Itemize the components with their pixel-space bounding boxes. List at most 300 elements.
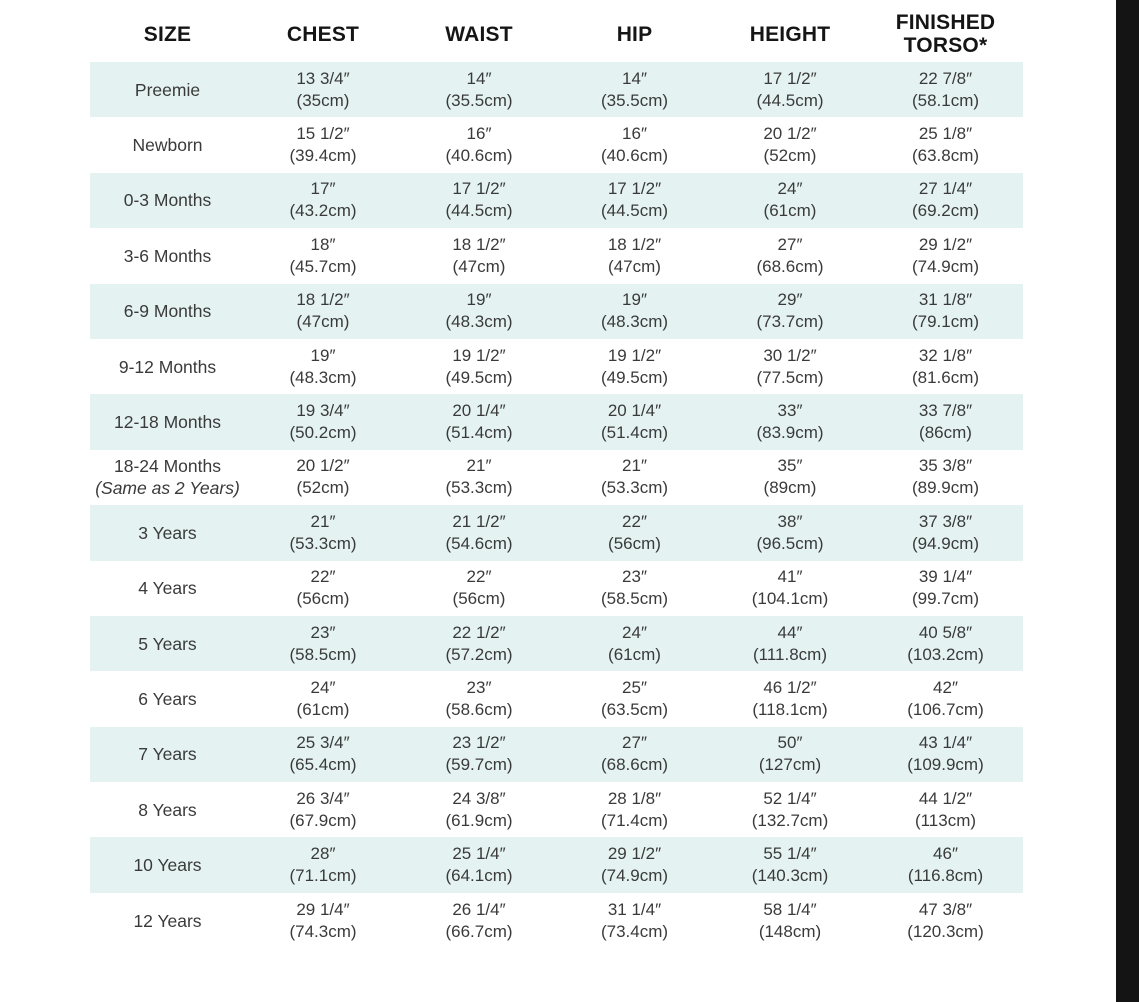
measurement-cell xyxy=(868,62,1023,117)
measurement-inches: 24″ xyxy=(622,622,647,642)
measurement-inches: 22″ xyxy=(622,511,647,531)
measurement-cm: (58.1cm) xyxy=(911,90,980,110)
measurement-cm: (140.3cm) xyxy=(751,866,829,886)
measurement-inches: 44″ xyxy=(777,622,803,642)
size-label: 3 Years xyxy=(138,522,197,543)
header-row xyxy=(90,6,1023,62)
measurement-cm: (61cm) xyxy=(608,644,661,664)
measurement-cell xyxy=(401,893,557,948)
size-label: 8 Years xyxy=(138,799,197,820)
size-label: Newborn xyxy=(132,135,203,156)
measurement-cm: (116.8cm) xyxy=(907,866,984,886)
measurement-cell xyxy=(557,671,712,726)
size-cell xyxy=(90,450,245,505)
measurement-cm: (57.2cm) xyxy=(445,644,513,664)
measurement-cell xyxy=(712,782,868,837)
measurement-cm: (65.4cm) xyxy=(289,755,357,775)
measurement-cell xyxy=(401,339,557,394)
measurement-cm: (50.2cm) xyxy=(289,423,357,443)
measurement-inches: 25 1/4″ xyxy=(452,844,506,864)
measurement-cell xyxy=(868,561,1023,616)
measurement-cell xyxy=(557,893,712,948)
measurement-inches: 29 1/4″ xyxy=(296,899,350,919)
size-label: 10 Years xyxy=(133,855,202,876)
measurement-cm: (120.3cm) xyxy=(907,921,984,941)
table-row xyxy=(90,62,1023,117)
measurement-cell xyxy=(557,228,712,283)
measurement-cell xyxy=(557,394,712,449)
measurement-cell xyxy=(401,671,557,726)
measurement-inches: 20 1/4″ xyxy=(452,401,506,421)
measurement-inches: 33″ xyxy=(777,401,803,421)
measurement-inches: 20 1/4″ xyxy=(607,401,662,421)
table-body xyxy=(90,62,1023,948)
table-row xyxy=(90,173,1023,228)
measurement-cell xyxy=(401,450,557,505)
measurement-cm: (74.9cm) xyxy=(911,256,980,276)
measurement-cm: (49.5cm) xyxy=(600,367,669,387)
measurement-cell xyxy=(712,339,868,394)
measurement-cell xyxy=(245,173,401,228)
measurement-cell xyxy=(868,450,1023,505)
measurement-cm: (44.5cm) xyxy=(756,90,824,110)
measurement-cm: (61cm) xyxy=(763,201,817,221)
measurement-inches: 14″ xyxy=(466,68,492,88)
measurement-cell xyxy=(557,284,712,339)
measurement-cell xyxy=(868,228,1023,283)
measurement-inches: 30 1/2″ xyxy=(763,345,817,365)
table-row xyxy=(90,505,1023,560)
size-cell xyxy=(90,671,245,726)
size-label: 0-3 Months xyxy=(123,190,212,211)
measurement-cm: (53.3cm) xyxy=(289,533,357,553)
measurement-inches: 41″ xyxy=(777,567,803,587)
table-row xyxy=(90,284,1023,339)
measurement-cm: (68.6cm) xyxy=(756,256,824,276)
size-cell xyxy=(90,394,245,449)
measurement-inches: 24″ xyxy=(777,179,803,199)
measurement-cell xyxy=(245,727,401,782)
measurement-cm: (48.3cm) xyxy=(600,312,669,332)
measurement-cell xyxy=(712,450,868,505)
measurement-inches: 18 1/2″ xyxy=(452,234,506,254)
size-cell xyxy=(90,837,245,892)
measurement-cm: (99.7cm) xyxy=(911,589,980,609)
measurement-inches: 19″ xyxy=(310,345,336,365)
measurement-inches: 14″ xyxy=(622,68,647,88)
measurement-cm: (53.3cm) xyxy=(600,478,669,498)
header-height: HEIGHT xyxy=(749,22,831,46)
measurement-inches: 35 3/8″ xyxy=(918,456,973,476)
measurement-inches: 19 3/4″ xyxy=(296,401,350,421)
measurement-cell xyxy=(712,228,868,283)
table-row xyxy=(90,228,1023,283)
measurement-inches: 18″ xyxy=(310,234,336,254)
size-chart-table xyxy=(90,6,1023,948)
measurement-inches: 28 1/8″ xyxy=(607,788,662,808)
header-finished-torso: FINISHED TORSO* xyxy=(895,11,996,57)
window-edge-bar xyxy=(1116,0,1139,1002)
table-row xyxy=(90,671,1023,726)
measurement-cell xyxy=(557,782,712,837)
measurement-cell xyxy=(401,173,557,228)
measurement-inches: 28″ xyxy=(310,844,336,864)
measurement-cm: (56cm) xyxy=(296,589,350,609)
measurement-inches: 40 5/8″ xyxy=(918,622,973,642)
measurement-inches: 37 3/8″ xyxy=(918,511,973,531)
measurement-cell xyxy=(868,394,1023,449)
measurement-cm: (73.7cm) xyxy=(756,312,824,332)
measurement-cell xyxy=(868,727,1023,782)
measurement-cm: (53.3cm) xyxy=(445,478,513,498)
measurement-cm: (68.6cm) xyxy=(600,755,669,775)
size-cell xyxy=(90,893,245,948)
table-row xyxy=(90,727,1023,782)
header-waist: WAIST xyxy=(445,22,513,46)
measurement-cm: (132.7cm) xyxy=(751,810,829,830)
measurement-cell xyxy=(712,616,868,671)
table-row xyxy=(90,782,1023,837)
table-header xyxy=(90,6,1023,62)
measurement-cm: (74.9cm) xyxy=(600,866,669,886)
measurement-cm: (96.5cm) xyxy=(756,533,824,553)
measurement-cell xyxy=(401,727,557,782)
measurement-cm: (94.9cm) xyxy=(911,533,980,553)
measurement-cm: (39.4cm) xyxy=(289,146,357,166)
measurement-cm: (61.9cm) xyxy=(445,810,513,830)
measurement-inches: 20 1/2″ xyxy=(296,456,350,476)
measurement-cell xyxy=(401,284,557,339)
measurement-inches: 21 1/2″ xyxy=(452,511,506,531)
measurement-cm: (63.5cm) xyxy=(600,699,669,719)
measurement-cell xyxy=(245,339,401,394)
measurement-cell xyxy=(712,893,868,948)
measurement-inches: 27″ xyxy=(622,733,647,753)
measurement-cm: (45.7cm) xyxy=(289,256,357,276)
measurement-cm: (47cm) xyxy=(296,312,350,332)
measurement-cell xyxy=(401,62,557,117)
measurement-cell xyxy=(557,727,712,782)
measurement-cell xyxy=(868,893,1023,948)
size-label: 5 Years xyxy=(138,633,197,654)
measurement-inches: 50″ xyxy=(777,733,803,753)
size-cell xyxy=(90,782,245,837)
measurement-inches: 22″ xyxy=(310,567,336,587)
measurement-cell xyxy=(401,561,557,616)
measurement-cm: (58.5cm) xyxy=(600,589,669,609)
measurement-cm: (103.2cm) xyxy=(907,644,984,664)
measurement-inches: 23 1/2″ xyxy=(452,733,506,753)
measurement-cm: (118.1cm) xyxy=(752,699,828,719)
measurement-inches: 46″ xyxy=(933,844,958,864)
table-row xyxy=(90,893,1023,948)
measurement-inches: 19 1/2″ xyxy=(452,345,506,365)
measurement-inches: 17 1/2″ xyxy=(607,179,662,199)
measurement-cm: (111.8cm) xyxy=(752,644,827,664)
measurement-cell xyxy=(868,616,1023,671)
size-label: Preemie xyxy=(134,79,201,100)
size-cell xyxy=(90,117,245,172)
measurement-cm: (52cm) xyxy=(296,478,350,498)
measurement-inches: 29 1/2″ xyxy=(607,844,662,864)
measurement-inches: 27″ xyxy=(777,234,803,254)
measurement-cell xyxy=(557,505,712,560)
measurement-inches: 26 1/4″ xyxy=(452,899,506,919)
measurement-cell xyxy=(245,284,401,339)
measurement-inches: 52 1/4″ xyxy=(763,788,817,808)
measurement-inches: 16″ xyxy=(622,124,647,144)
measurement-cm: (127cm) xyxy=(758,755,822,775)
measurement-cm: (59.7cm) xyxy=(445,755,513,775)
measurement-cm: (81.6cm) xyxy=(911,367,980,387)
measurement-cm: (66.7cm) xyxy=(445,921,513,941)
measurement-cm: (109.9cm) xyxy=(907,755,984,775)
measurement-cm: (64.1cm) xyxy=(445,866,513,886)
measurement-cm: (67.9cm) xyxy=(289,810,357,830)
measurement-cm: (61cm) xyxy=(296,699,350,719)
measurement-cm: (56cm) xyxy=(452,589,506,609)
measurement-cell xyxy=(557,561,712,616)
measurement-cell xyxy=(245,782,401,837)
measurement-cm: (148cm) xyxy=(758,921,822,941)
measurement-cm: (51.4cm) xyxy=(445,423,513,443)
measurement-inches: 31 1/8″ xyxy=(918,290,973,310)
size-cell xyxy=(90,62,245,117)
measurement-cm: (74.3cm) xyxy=(289,921,357,941)
measurement-cm: (73.4cm) xyxy=(600,921,669,941)
size-cell xyxy=(90,561,245,616)
measurement-cell xyxy=(401,394,557,449)
measurement-cm: (71.1cm) xyxy=(289,866,357,886)
measurement-cm: (58.5cm) xyxy=(289,644,357,664)
size-label: 7 Years xyxy=(138,744,197,765)
size-label: 3-6 Months xyxy=(123,245,212,266)
measurement-cell xyxy=(401,505,557,560)
header-hip: HIP xyxy=(616,22,653,46)
measurement-cm: (44.5cm) xyxy=(600,201,669,221)
measurement-cell xyxy=(868,117,1023,172)
measurement-cm: (40.6cm) xyxy=(600,146,669,166)
measurement-inches: 25″ xyxy=(622,677,647,697)
measurement-inches: 29″ xyxy=(777,290,803,310)
measurement-cell xyxy=(712,62,868,117)
measurement-cell xyxy=(245,616,401,671)
measurement-cell xyxy=(557,62,712,117)
measurement-inches: 44 1/2″ xyxy=(918,788,973,808)
measurement-inches: 20 1/2″ xyxy=(763,124,817,144)
measurement-inches: 38″ xyxy=(777,511,803,531)
measurement-inches: 32 1/8″ xyxy=(918,345,973,365)
header-size: SIZE xyxy=(143,22,192,46)
measurement-cm: (49.5cm) xyxy=(445,367,513,387)
measurement-cm: (54.6cm) xyxy=(445,533,513,553)
measurement-cm: (89.9cm) xyxy=(911,478,980,498)
size-cell xyxy=(90,727,245,782)
measurement-cm: (51.4cm) xyxy=(600,423,669,443)
measurement-inches: 25 3/4″ xyxy=(296,733,350,753)
measurement-cell xyxy=(245,837,401,892)
size-label: 4 Years xyxy=(138,578,197,599)
measurement-cell xyxy=(401,117,557,172)
measurement-cell xyxy=(401,837,557,892)
measurement-cm: (48.3cm) xyxy=(289,367,357,387)
measurement-inches: 58 1/4″ xyxy=(763,899,817,919)
measurement-cell xyxy=(245,561,401,616)
measurement-inches: 27 1/4″ xyxy=(918,179,973,199)
table-row xyxy=(90,450,1023,505)
measurement-cell xyxy=(557,173,712,228)
table-row xyxy=(90,394,1023,449)
measurement-cm: (79.1cm) xyxy=(911,312,980,332)
measurement-cell xyxy=(557,339,712,394)
measurement-cell xyxy=(401,782,557,837)
measurement-inches: 42″ xyxy=(933,677,958,697)
measurement-inches: 35″ xyxy=(777,456,803,476)
measurement-inches: 22 1/2″ xyxy=(452,622,506,642)
measurement-inches: 22 7/8″ xyxy=(918,68,973,88)
measurement-cell xyxy=(245,394,401,449)
measurement-inches: 16″ xyxy=(466,124,492,144)
size-cell xyxy=(90,616,245,671)
measurement-inches: 19 1/2″ xyxy=(607,345,662,365)
measurement-cell xyxy=(401,616,557,671)
measurement-cell xyxy=(245,228,401,283)
measurement-inches: 23″ xyxy=(466,677,492,697)
measurement-cell xyxy=(868,339,1023,394)
measurement-cm: (58.6cm) xyxy=(445,699,513,719)
measurement-cell xyxy=(868,671,1023,726)
measurement-inches: 17″ xyxy=(310,179,336,199)
measurement-cell xyxy=(245,893,401,948)
measurement-inches: 31 1/4″ xyxy=(607,899,662,919)
measurement-cell xyxy=(712,561,868,616)
measurement-cm: (104.1cm) xyxy=(751,589,829,609)
measurement-inches: 19″ xyxy=(622,290,647,310)
size-cell xyxy=(90,505,245,560)
measurement-cell xyxy=(557,450,712,505)
measurement-cm: (113cm) xyxy=(914,810,977,830)
measurement-inches: 21″ xyxy=(466,456,492,476)
measurement-cm: (52cm) xyxy=(763,146,817,166)
measurement-cell xyxy=(557,837,712,892)
measurement-cm: (35.5cm) xyxy=(600,90,669,110)
table-row xyxy=(90,837,1023,892)
measurement-cm: (40.6cm) xyxy=(445,146,513,166)
measurement-cell xyxy=(557,616,712,671)
measurement-cell xyxy=(868,173,1023,228)
measurement-inches: 29 1/2″ xyxy=(918,234,973,254)
measurement-inches: 33 7/8″ xyxy=(918,401,973,421)
measurement-inches: 24 3/8″ xyxy=(452,788,506,808)
measurement-cell xyxy=(712,671,868,726)
measurement-cm: (77.5cm) xyxy=(756,367,824,387)
measurement-inches: 55 1/4″ xyxy=(763,844,817,864)
size-label: 12-18 Months xyxy=(113,412,221,433)
measurement-inches: 17 1/2″ xyxy=(452,179,506,199)
measurement-inches: 24″ xyxy=(310,677,336,697)
size-label: 9-12 Months xyxy=(118,356,217,377)
measurement-inches: 18 1/2″ xyxy=(296,290,350,310)
measurement-cell xyxy=(712,505,868,560)
size-cell xyxy=(90,228,245,283)
measurement-inches: 18 1/2″ xyxy=(607,234,662,254)
measurement-cell xyxy=(712,117,868,172)
size-label: 18-24 Months xyxy=(113,456,221,477)
size-label: 6-9 Months xyxy=(123,301,212,322)
table-row xyxy=(90,117,1023,172)
measurement-inches: 23″ xyxy=(622,567,647,587)
measurement-cm: (48.3cm) xyxy=(445,312,513,332)
measurement-inches: 15 1/2″ xyxy=(296,124,350,144)
measurement-cm: (63.8cm) xyxy=(911,146,980,166)
measurement-inches: 21″ xyxy=(622,456,647,476)
measurement-cell xyxy=(712,394,868,449)
size-cell xyxy=(90,173,245,228)
measurement-cell xyxy=(712,727,868,782)
measurement-cm: (56cm) xyxy=(608,533,661,553)
measurement-cell xyxy=(245,671,401,726)
measurement-cell xyxy=(868,284,1023,339)
measurement-inches: 23″ xyxy=(310,622,336,642)
measurement-inches: 19″ xyxy=(466,290,492,310)
table-row xyxy=(90,561,1023,616)
measurement-inches: 26 3/4″ xyxy=(296,788,350,808)
measurement-cell xyxy=(868,782,1023,837)
measurement-cm: (35cm) xyxy=(296,90,350,110)
measurement-cm: (71.4cm) xyxy=(600,810,669,830)
measurement-cell xyxy=(868,837,1023,892)
table-row xyxy=(90,616,1023,671)
measurement-cell xyxy=(245,117,401,172)
measurement-inches: 17 1/2″ xyxy=(763,68,817,88)
measurement-cm: (47cm) xyxy=(608,256,661,276)
measurement-cell xyxy=(712,173,868,228)
measurement-cell xyxy=(245,505,401,560)
measurement-inches: 39 1/4″ xyxy=(918,567,973,587)
measurement-cm: (69.2cm) xyxy=(911,201,980,221)
measurement-cm: (106.7cm) xyxy=(907,699,984,719)
measurement-cell xyxy=(712,284,868,339)
size-note: (Same as 2 Years) xyxy=(95,478,240,499)
measurement-cm: (35.5cm) xyxy=(445,90,513,110)
measurement-cm: (47cm) xyxy=(452,256,506,276)
measurement-cm: (43.2cm) xyxy=(289,201,357,221)
size-label: 12 Years xyxy=(133,910,202,931)
measurement-cell xyxy=(557,117,712,172)
measurement-inches: 13 3/4″ xyxy=(296,68,350,88)
measurement-inches: 47 3/8″ xyxy=(918,899,973,919)
header-chest: CHEST xyxy=(286,22,360,46)
table-row xyxy=(90,339,1023,394)
size-cell xyxy=(90,284,245,339)
size-label: 6 Years xyxy=(138,688,197,709)
measurement-inches: 22″ xyxy=(466,567,492,587)
measurement-inches: 25 1/8″ xyxy=(918,124,973,144)
measurement-cell xyxy=(245,450,401,505)
measurement-inches: 43 1/4″ xyxy=(918,733,973,753)
measurement-cell xyxy=(712,837,868,892)
measurement-cm: (83.9cm) xyxy=(756,423,824,443)
measurement-inches: 46 1/2″ xyxy=(763,677,817,697)
measurement-cm: (44.5cm) xyxy=(445,201,513,221)
measurement-cell xyxy=(245,62,401,117)
measurement-cell xyxy=(868,505,1023,560)
measurement-cm: (86cm) xyxy=(919,423,972,443)
size-cell xyxy=(90,339,245,394)
measurement-inches: 21″ xyxy=(310,511,336,531)
measurement-cm: (89cm) xyxy=(763,478,817,498)
measurement-cell xyxy=(401,228,557,283)
